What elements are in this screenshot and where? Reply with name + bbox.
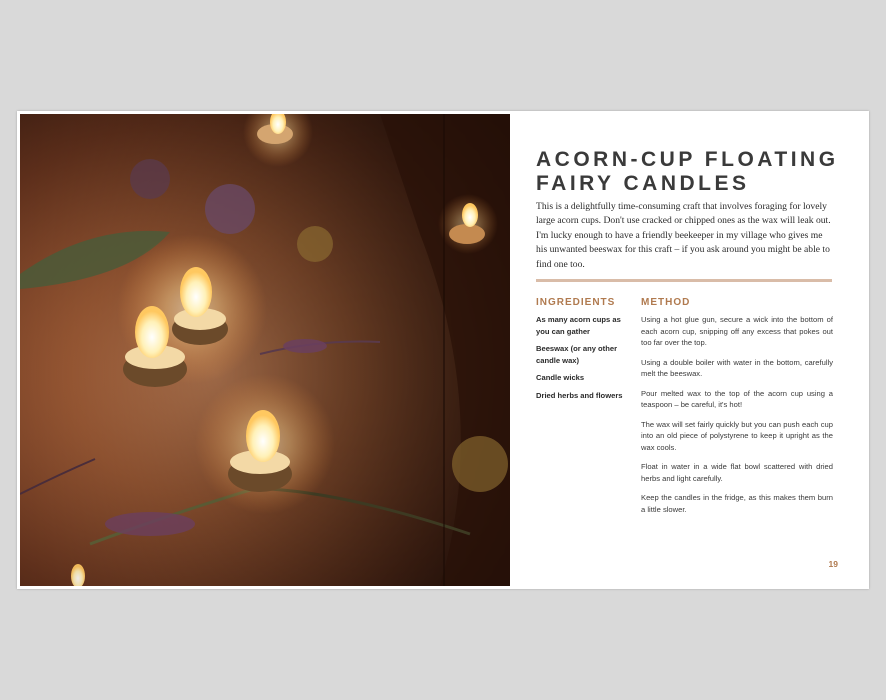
candles-illustration	[20, 114, 510, 586]
sunflower	[452, 436, 508, 492]
ingredient-item: Dried herbs and flowers	[536, 390, 623, 400]
page-number: 19	[828, 559, 838, 569]
ingredient-item: Candle wicks	[536, 373, 585, 382]
ingredients-heading: INGREDIENTS	[536, 297, 616, 308]
method-step: Float in water in a wide flat bowl scattered with dried herbs and light carefully.	[641, 462, 833, 483]
ingredient-item: Beeswax (or any other candle wax)	[536, 344, 618, 365]
book-spread	[17, 111, 869, 589]
recipe-page	[510, 114, 866, 586]
ingredients-list	[536, 314, 626, 407]
page-title: ACORN-CUP FLOATING FAIRY CANDLES	[536, 148, 839, 195]
candle-flame	[462, 203, 478, 227]
dried-flower	[205, 184, 255, 234]
method-step: Using a hot glue gun, secure a wick into the bottom of each acorn cup, snipping off any excess that pokes out too far over the top.	[641, 315, 833, 347]
method-step: Pour melted wax to the top of the acorn cup using a teaspoon – be careful, it's hot!	[641, 388, 833, 409]
method-list	[641, 314, 833, 523]
candles-photo	[20, 114, 510, 586]
candle-flame	[135, 306, 169, 358]
dried-flower	[130, 159, 170, 199]
lavender-flower	[283, 339, 327, 353]
ingredient-item: As many acorn cups as you can gather	[536, 315, 621, 336]
section-divider	[536, 279, 832, 282]
method-step: Using a double boiler with water in the bottom, carefully melt the beeswax.	[641, 357, 833, 378]
method-step: Keep the candles in the fridge, as this makes them burn a little slower.	[641, 493, 833, 514]
candle-flame	[246, 410, 280, 462]
candle-flame	[180, 267, 212, 317]
method-step: The wax will set fairly quickly but you can push each cup into an old piece of polystyrene to keep it upright as the wax cools.	[641, 419, 833, 452]
intro-paragraph: This is a delightfully time-consuming craft that involves foraging for lovely large acorn cups. Don't use cracked or chipped ones as the wax will leak out. I'm lucky enough to have a friendly beekeeper in my village who gives me his unwanted beeswax for this craft – if you ask around you might be able to find one too.	[536, 201, 831, 270]
dried-flower	[297, 226, 333, 262]
method-heading: METHOD	[641, 297, 691, 308]
lavender-flower	[105, 512, 195, 536]
acorn-cup	[449, 224, 485, 244]
